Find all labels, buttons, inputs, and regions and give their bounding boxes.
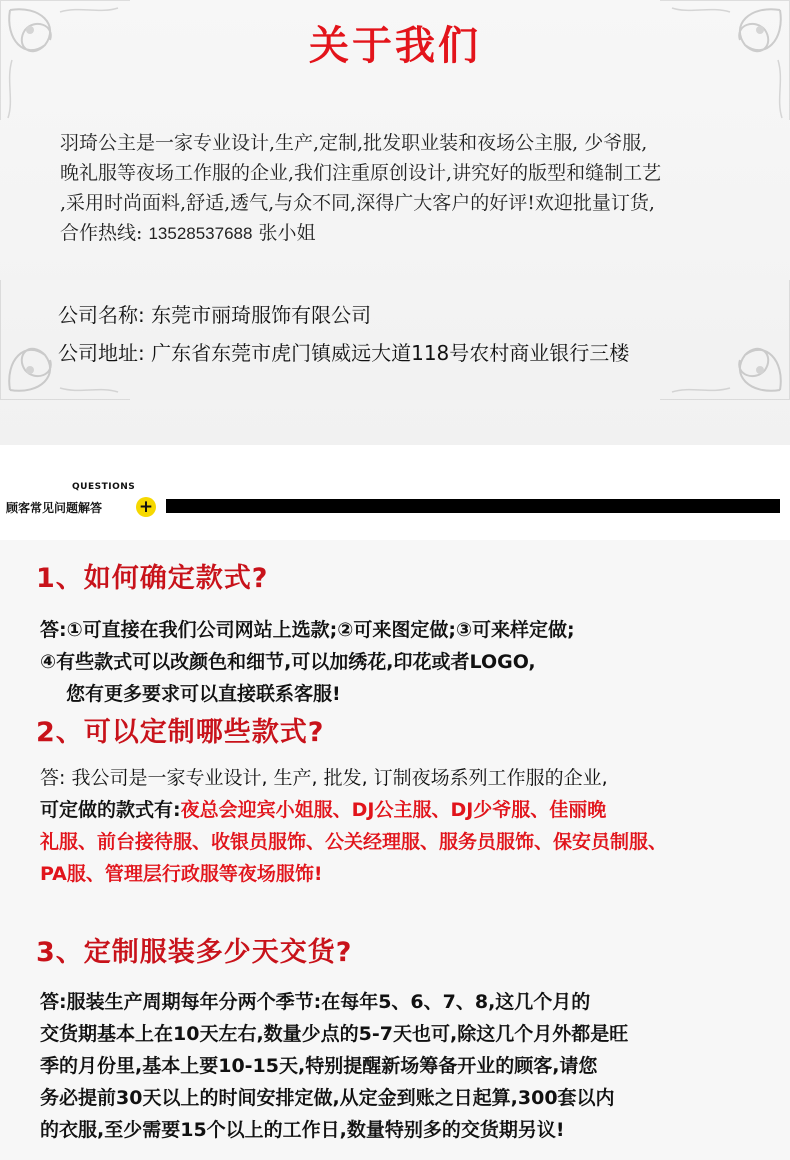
faq-answer-2-styles-2: 礼服、前台接待服、收银员服饰、公关经理服、服务员服饰、保安员制服、: [40, 831, 668, 853]
faq-answer-2: [40, 762, 760, 890]
faq-header: [0, 478, 790, 518]
faq-answer-1-line-3: 您有更多要求可以直接联系客服!: [66, 683, 341, 705]
company-info: [58, 296, 629, 372]
plus-icon: +: [136, 497, 156, 517]
header-divider-bar: [166, 499, 780, 513]
about-line-1: 羽琦公主是一家专业设计,生产,定制,批发职业装和夜场公主服, 少爷服,: [60, 132, 648, 154]
faq-answer-3-line-1: 答:服装生产周期每年分两个季节:在每年5、6、7、8,这几个月的: [40, 991, 591, 1013]
faq-question-2: 2、可以定制哪些款式?: [36, 717, 325, 748]
faq-answer-2-label: 可定做的款式有:: [40, 799, 181, 821]
faq-answer-2-styles-1: 夜总会迎宾小姐服、DJ公主服、DJ少爷服、佳丽晚: [180, 799, 607, 821]
company-name-label: 公司名称:: [58, 303, 145, 327]
faq-section: [0, 540, 790, 1160]
company-address-label: 公司地址:: [58, 341, 145, 365]
faq-header-title: 顾客常见问题解答: [6, 501, 103, 515]
ornament-corner-bottom-right: [660, 280, 790, 400]
company-name: 东莞市丽琦服饰有限公司: [151, 303, 372, 327]
about-title: 关于我们: [309, 23, 481, 69]
company-address-row: [58, 334, 629, 372]
hotline-number[interactable]: 13528537688: [148, 224, 253, 243]
company-name-row: [58, 296, 629, 334]
faq-answer-2-intro: 答: 我公司是一家专业设计, 生产, 批发, 订制夜场系列工作服的企业,: [40, 767, 608, 789]
faq-question-3: 3、定制服装多少天交货?: [36, 937, 353, 968]
faq-answer-3-line-3: 季的月份里,基本上要10-15天,特别提醒新场筹备开业的顾客,请您: [40, 1055, 598, 1077]
faq-answer-3-line-5: 的衣服,至少需要15个以上的工作日,数量特别多的交货期另议!: [40, 1119, 565, 1141]
faq-answer-2-line-2: [40, 794, 760, 826]
questions-label: QUESTIONS: [72, 482, 136, 492]
faq-answer-1: [40, 614, 760, 710]
about-line-3: ,采用时尚面料,舒适,透气,与众不同,深得广大客户的好评!欢迎批量订货,: [60, 192, 655, 214]
faq-answer-3-line-2: 交货期基本上在10天左右,数量少点的5-7天也可,除这几个月外都是旺: [40, 1023, 629, 1045]
faq-question-1: 1、如何确定款式?: [36, 563, 269, 594]
about-section: [0, 0, 790, 445]
faq-answer-1-line-1: 答:①可直接在我们公司网站上选款;②可来图定做;③可来样定做;: [40, 619, 575, 641]
company-address: 广东省东莞市虎门镇威远大道118号农村商业银行三楼: [151, 341, 630, 365]
faq-answer-1-line-2: ④有些款式可以改颜色和细节,可以加绣花,印花或者LOGO,: [40, 651, 536, 673]
hotline-contact: 张小姐: [258, 222, 316, 244]
faq-answer-3: [40, 986, 760, 1146]
hotline-label: 合作热线:: [60, 222, 143, 244]
faq-answer-3-line-4: 务必提前30天以上的时间安排定做,从定金到账之日起算,300套以内: [40, 1087, 615, 1109]
faq-answer-2-styles-3: PA服、管理层行政服等夜场服饰!: [40, 863, 323, 885]
about-line-2: 晚礼服等夜场工作服的企业,我们注重原创设计,讲究好的版型和缝制工艺: [60, 162, 662, 184]
about-description: [60, 128, 740, 249]
hotline-row: [60, 218, 740, 249]
